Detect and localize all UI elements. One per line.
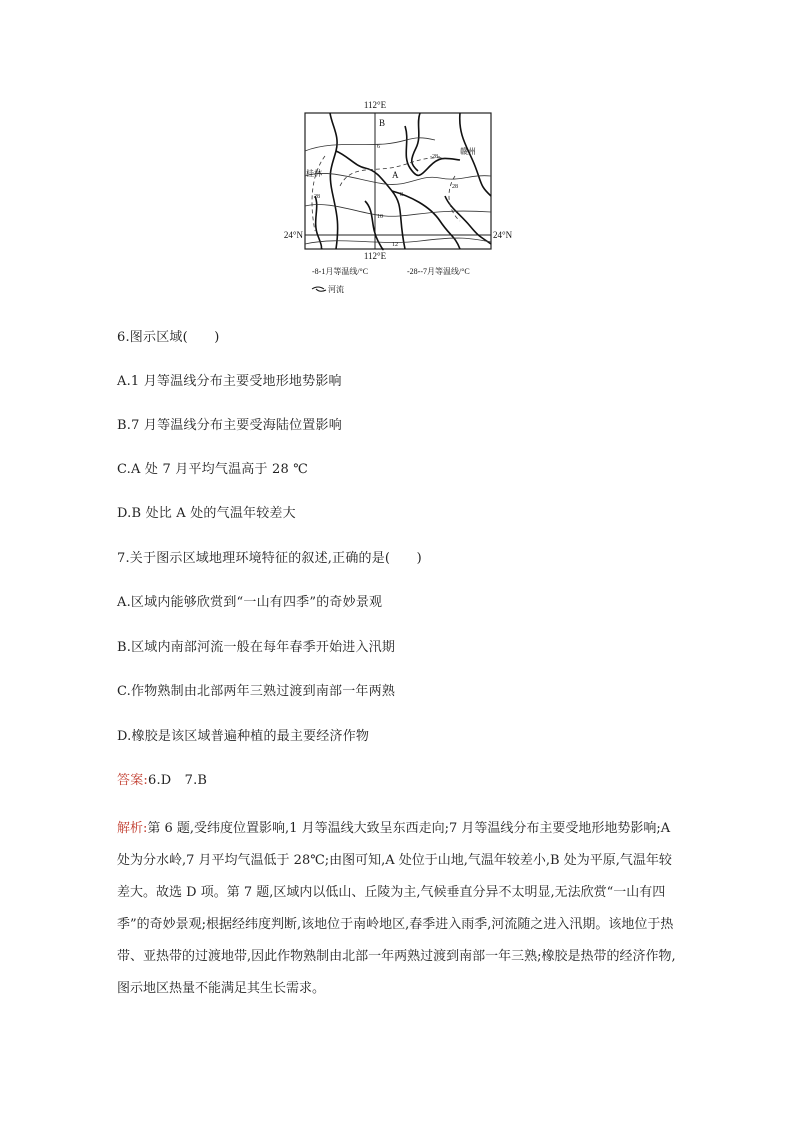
isotherm-map [270, 96, 530, 306]
legend-jan: -8-1月等温线/°C [312, 267, 369, 276]
explanation-text: 第 6 题,受纬度位置影响,1 月等温线大致呈东西走向;7 月等温线分布主要受地形地势影响;A 处为分水岭,7 月平均气温低于 28℃;由图可知,A 处位于山地,气温年较差小,B 处为平原,气温年较差大。故选 D 项。第 7 题,区域内以低山、丘陵为主,气候垂直分异不太明显,无法欣赏“一山有四季”的奇妙景观;根据经纬度判断,该地位于南岭地区,春季进入雨季,河流随之进入汛期。该地位于热带、亚热带的过渡地带,因此作物熟制由北部一年两熟过渡到南部一年三熟;橡胶是热带的经济作物,图示地区热量不能满足其生长需求。 [117, 821, 676, 996]
q7-stem: 7.关于图示区域地理环境特征的叙述,正确的是( ) [117, 551, 422, 566]
q6-option-c: C.A 处 7 月平均气温高于 28 ℃ [117, 462, 309, 477]
river-legend-icon [312, 287, 326, 291]
q7-option-a: A.区域内能够欣赏到“一山有四季”的奇妙景观 [117, 595, 383, 610]
lon-bottom-label: 112°E [363, 251, 387, 261]
q6-option-d: D.B 处比 A 处的气温年较差大 [117, 506, 296, 521]
iso-12-label: 12 [392, 242, 398, 248]
explanation [117, 813, 682, 1005]
point-b-label: B [379, 118, 386, 128]
legend-jul: -28--7月等温线/°C [407, 267, 470, 276]
q6-stem: 6.图示区域( ) [117, 330, 220, 345]
q6-option-a: A.1 月等温线分布主要受地形地势影响 [117, 374, 342, 389]
city-ganzhou-label: 赣州 [460, 147, 476, 156]
map-svg [270, 96, 530, 306]
iso-28c-label: 28 [314, 194, 320, 200]
point-a-label: A [392, 170, 399, 180]
legend-river: 河流 [328, 285, 344, 294]
iso-6-label: 6 [377, 144, 380, 150]
answer-value: 6.D 7.B [147, 773, 208, 788]
q6-option-b: B.7 月等温线分布主要受海陆位置影响 [117, 418, 342, 433]
iso-28-label: -28- [430, 154, 440, 160]
q7-option-d: D.橡胶是该区域普遍种植的最主要经济作物 [117, 729, 370, 744]
jul-isotherms [312, 156, 460, 231]
map-frame [305, 113, 491, 249]
lat-left-label: 24°N [283, 230, 303, 240]
q7-option-c: C.作物熟制由北部两年三熟过渡到南部一年两熟 [117, 684, 396, 699]
q7-option-b: B.区域内南部河流一般在每年春季开始进入汛期 [117, 640, 396, 655]
answer-label: 答案: [117, 773, 148, 788]
answer-line [117, 769, 207, 788]
iso-28b-label: 28 [452, 184, 458, 190]
explanation-label: 解析: [117, 821, 148, 836]
iso-10-label: 10 [377, 214, 383, 220]
lat-right-label: 24°N [493, 230, 513, 240]
city-guilin-label: 桂林 [306, 169, 322, 178]
iso-8-label: 8 [400, 192, 403, 198]
lon-top-label: 112°E [363, 100, 387, 110]
rivers [315, 113, 491, 250]
